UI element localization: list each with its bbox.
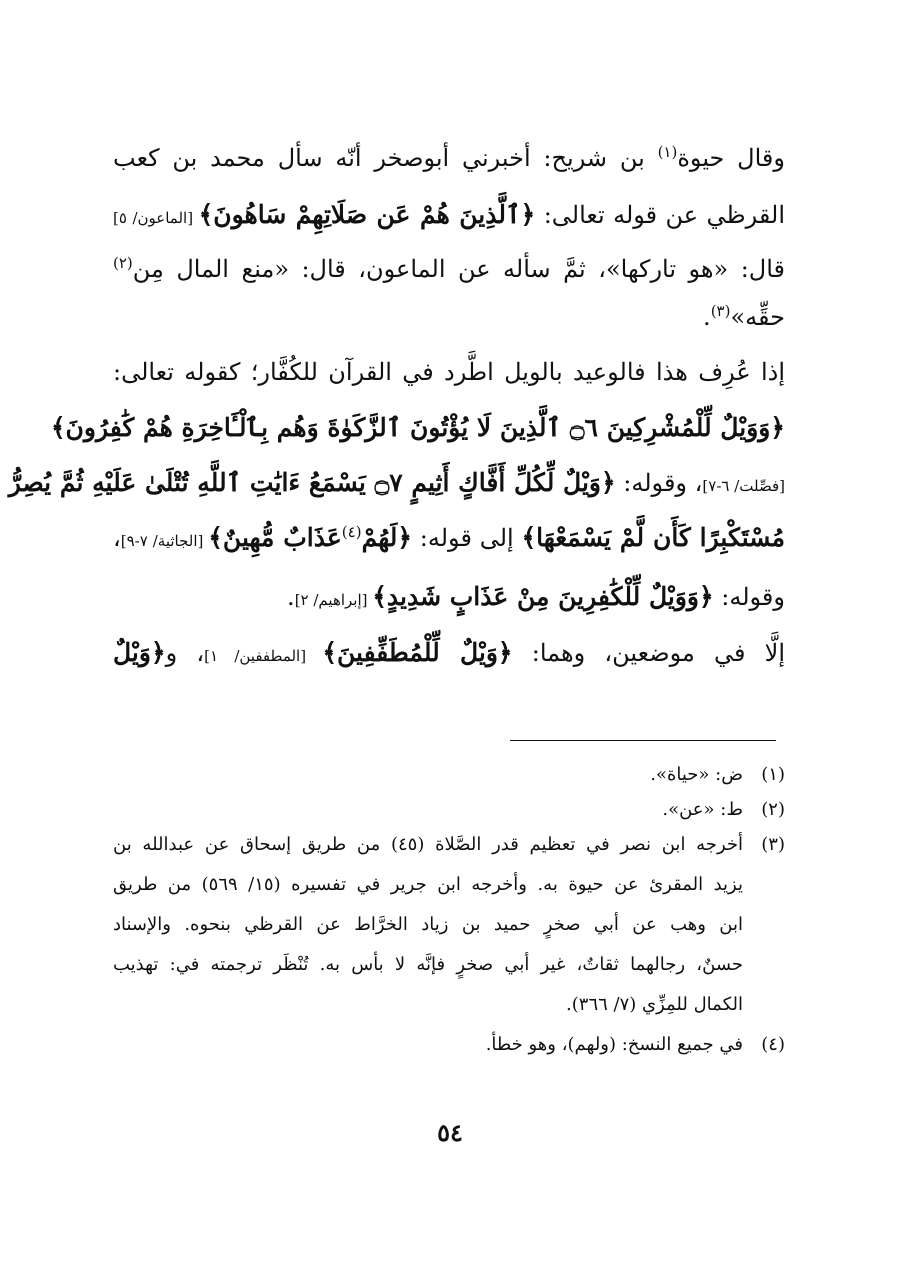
text-line: [113, 347, 785, 397]
text-line: [50, 403, 785, 453]
quran-verse: ﴿وَوَيْلٌ لِّلْمُشْرِكِينَ ۝٦ ٱلَّذِينَ لَا يُؤْتُونَ ٱلزَّكَوٰةَ وَهُم بِٱلْـَٔاخِرَةِ هُمْ كَٰفِرُونَ﴾: [50, 413, 785, 442]
text-segment: ،: [113, 524, 121, 552]
text-line: [113, 190, 785, 240]
text-line: [8, 458, 785, 508]
footnote-text: ط: «عن».: [662, 799, 743, 820]
text-segment: قال: «هو تاركها»، ثمَّ سأله عن الماعون، قال: «منع المال مِن: [132, 255, 785, 283]
quran-verse: مُسْتَكْبِرًا كَأَن لَّمْ يَسْمَعْهَا﴾: [521, 523, 786, 552]
verse-reference: [الماعون/ ٥]: [113, 209, 199, 227]
footnote-text: حسنٌ، رجالهما ثقاتٌ، غير أبي صخرٍ فإنَّه لا بأس به. تُنْظَر ترجمته في: تهذيب: [113, 954, 743, 975]
footnote: [113, 792, 785, 832]
footnote-marker: (٣): [710, 302, 731, 320]
text-segment: وقوله:: [713, 583, 785, 611]
text-segment: إلى قوله:: [412, 524, 522, 552]
text-segment: .: [287, 583, 295, 611]
text-segment: وقال حيوة: [677, 144, 785, 172]
footnote-number: (٣): [761, 834, 785, 855]
footnote-text: أخرجه ابن نصر في تعظيم قدر الصَّلاة (٤٥) من طريق إسحاق عن عبدالله بن: [113, 834, 743, 855]
footnote-text: ابن وهب عن أبي صخرٍ حميد بن زياد الخرَّاط عن القرظي بنحوه. والإسناد: [113, 914, 743, 935]
quran-verse: ﴿وَيْلٌ: [113, 638, 166, 667]
text-line: [113, 133, 785, 183]
text-segment: .: [703, 303, 711, 331]
text-line: [113, 292, 785, 342]
footnote-text: في جميع النسخ: (ولهم)، وهو خطأ.: [485, 1034, 743, 1055]
footnote-divider: [510, 740, 776, 741]
text-segment: ، و: [165, 639, 205, 667]
text-segment: بن شريح: أخبرني أبوصخر أنّه سأل محمد بن كعب: [113, 144, 658, 172]
footnote: [113, 757, 785, 797]
text-segment: إذا عُرِف هذا فالوعيد بالويل اطَّرد في القرآن للكُفَّار؛ كقوله تعالى:: [113, 358, 785, 386]
quran-verse: ﴿وَوَيْلٌ لِّلْكَٰفِرِينَ مِنْ عَذَابٍ شَدِيدٍ﴾: [372, 582, 714, 611]
verse-reference: [الجاثية/ ٧-٩]: [120, 532, 209, 550]
verse-reference: [المطففين/ ١]: [204, 647, 323, 665]
text-segment: ، وقوله:: [615, 469, 703, 497]
quran-verse: ﴿ٱلَّذِينَ هُمْ عَن صَلَاتِهِمْ سَاهُونَ﴾: [198, 200, 536, 229]
footnote-number: (١): [761, 764, 785, 785]
verse-reference: [فصِّلت/ ٦-٧]: [702, 477, 785, 495]
quran-verse: ﴿وَيْلٌ لِّكُلِّ أَفَّاكٍ أَثِيمٍ ۝٧ يَسْمَعُ ءَايَٰتِ ٱللَّهِ تُتْلَىٰ عَلَيْهِ ثُمَّ يُصِرُّ: [8, 468, 616, 497]
text-line: [113, 628, 785, 678]
quran-verse: عَذَابٌ مُّهِينٌ﴾: [208, 523, 342, 552]
footnote-text: الكمال للمِزِّي (٧/ ٣٦٦).: [566, 994, 743, 1015]
text-line: [113, 572, 785, 622]
verse-reference: [إبراهيم/ ٢]: [294, 591, 373, 609]
footnote-text: يزيد المقرئ عن حيوة به. وأخرجه ابن جرير في تفسيره (١٥/ ٥٦٩) من طريق: [113, 874, 743, 895]
footnote-marker: (٢): [113, 254, 133, 272]
footnote-number: (٢): [761, 799, 785, 820]
text-line: [113, 244, 785, 294]
footnote: [113, 1027, 785, 1067]
quran-verse: ﴿لَهُمْ: [361, 523, 413, 552]
footnote-marker: (٤): [341, 523, 362, 541]
footnote-marker: (١): [657, 143, 678, 161]
text-segment: إلَّا في موضعين، وهما:: [512, 639, 786, 667]
footnote-text: ض: «حياة».: [650, 764, 743, 785]
text-line: [113, 513, 785, 563]
footnote: [113, 827, 785, 1027]
footnote-number: (٤): [761, 1034, 785, 1055]
quran-verse: ﴿وَيْلٌ لِّلْمُطَفِّفِينَ﴾: [322, 638, 513, 667]
text-segment: القرظي عن قوله تعالى:: [535, 201, 786, 229]
page-number: ٥٤: [437, 1118, 463, 1147]
text-segment: حقِّه»: [730, 303, 785, 331]
